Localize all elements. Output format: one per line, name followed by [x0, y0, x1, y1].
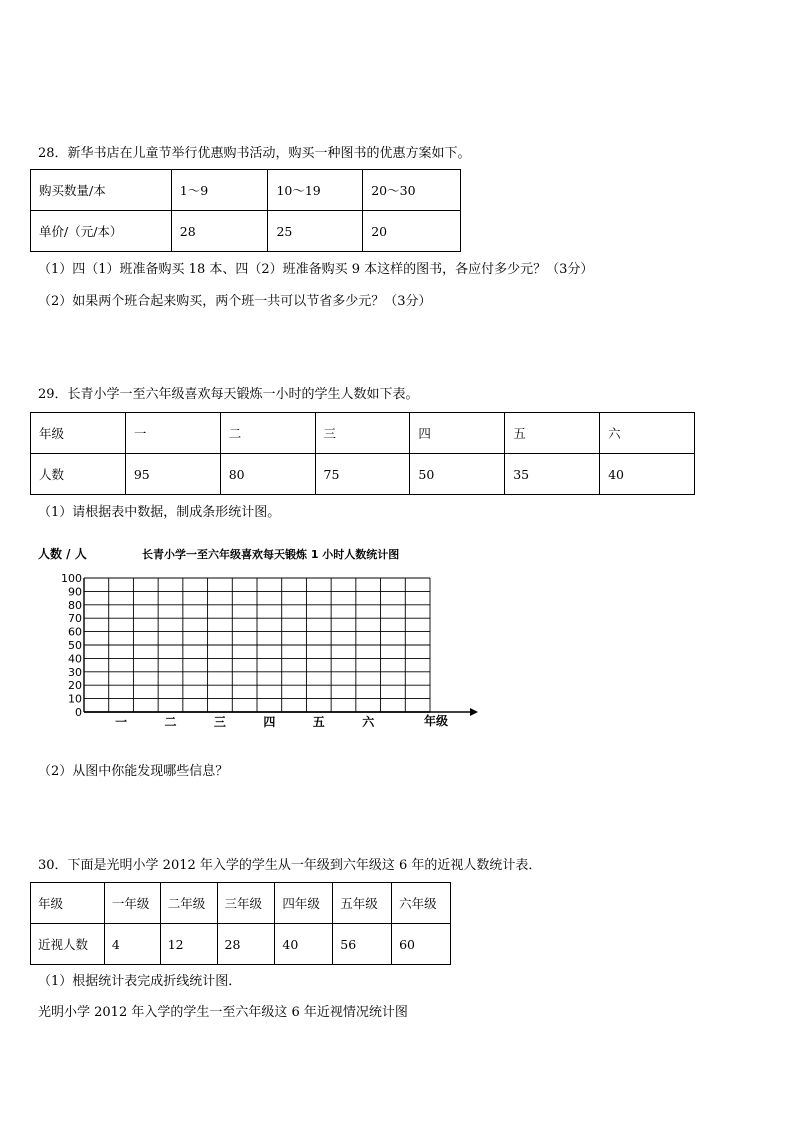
table-cell: 一年级: [104, 883, 160, 924]
q28-table: [30, 169, 461, 252]
table-cell: 三年级: [217, 883, 275, 924]
table-cell: 六年级: [392, 883, 451, 924]
table-cell: 购买数量/本: [31, 170, 172, 211]
q30-title: 30．下面是光明小学 2012 年入学的学生从一年级到六年级这 6 年的近视人数统计表．: [38, 858, 542, 873]
x-tick-label: 五: [312, 715, 325, 729]
y-tick-label: 30: [68, 665, 82, 679]
q30-chart-title: 光明小学 2012 年入学的学生一至六年级这 6 年近视情况统计图: [38, 1005, 408, 1020]
y-tick-label: 70: [68, 612, 82, 626]
table-cell: 五年级: [333, 883, 392, 924]
table-row: [31, 454, 695, 495]
table-cell: 80: [220, 454, 315, 495]
table-cell: 五: [505, 413, 600, 454]
table-cell: 三: [315, 413, 410, 454]
table-cell: 10～19: [268, 170, 363, 211]
table-cell: 1～9: [171, 170, 268, 211]
table-cell: 75: [315, 454, 410, 495]
x-tick-label: 四: [263, 715, 276, 729]
table-cell: 20～30: [363, 170, 461, 211]
table-cell: 35: [505, 454, 600, 495]
table-cell: 25: [268, 211, 363, 252]
y-tick-label: 50: [68, 639, 82, 652]
y-tick-label: 90: [68, 585, 82, 599]
q30-table: [30, 882, 451, 965]
table-cell: 四年级: [275, 883, 333, 924]
table-cell: 二: [220, 413, 315, 454]
y-tick-label: 100: [61, 572, 82, 585]
bar-chart: [38, 540, 488, 735]
table-cell: 二年级: [160, 883, 217, 924]
x-axis-arrow: [470, 708, 478, 716]
q29-table: [30, 412, 695, 495]
table-cell: 4: [104, 924, 160, 965]
table-cell: 人数: [31, 454, 126, 495]
table-cell: 40: [275, 924, 333, 965]
chart-x-ticks: [115, 714, 375, 729]
y-tick-label: 20: [68, 679, 82, 693]
x-tick-label: 三: [213, 715, 226, 729]
table-row: [31, 211, 461, 252]
table-cell: 56: [333, 924, 392, 965]
q28-sub1: （1）四（1）班准备购买 18 本、四（2）班准备购买 9 本这样的图书，各应付多少元？（3分）: [38, 262, 594, 277]
table-row: [31, 170, 461, 211]
table-cell: 单价/（元/本）: [31, 211, 172, 252]
y-tick-label: 40: [68, 652, 82, 666]
q28-title: 28．新华书店在儿童节举行优惠购书活动，购买一种图书的优惠方案如下。: [38, 146, 471, 161]
x-tick-label: 六: [362, 715, 375, 729]
table-cell: 28: [171, 211, 268, 252]
chart-ylabel: 人数 / 人: [38, 547, 87, 561]
table-cell: 近视人数: [31, 924, 105, 965]
table-cell: 40: [600, 454, 695, 495]
table-cell: 六: [600, 413, 695, 454]
chart-grid: [84, 578, 478, 716]
chart-title: 长青小学一至六年级喜欢每天锻炼 1 小时人数统计图: [142, 548, 400, 561]
table-row: [31, 413, 695, 454]
y-tick-label: 60: [68, 625, 82, 639]
table-cell: 20: [363, 211, 461, 252]
table-cell: 年级: [31, 413, 126, 454]
q30-sub1: （1）根据统计表完成折线统计图．: [38, 974, 242, 989]
table-cell: 12: [160, 924, 217, 965]
y-tick-label: 10: [68, 692, 82, 706]
table-cell: 一: [125, 413, 220, 454]
table-cell: 28: [217, 924, 275, 965]
table-row: [31, 883, 451, 924]
q29-sub2: （2）从图中你能发现哪些信息？: [38, 764, 229, 779]
x-tick-label: 一: [115, 715, 128, 729]
x-tick-label: 二: [164, 715, 177, 729]
table-row: [31, 924, 451, 965]
q29-sub1: （1）请根据表中数据，制成条形统计图。: [38, 505, 281, 520]
chart-xlabel: 年级: [424, 714, 449, 728]
table-cell: 年级: [31, 883, 105, 924]
y-tick-label: 0: [75, 706, 82, 719]
table-cell: 60: [392, 924, 451, 965]
q28-sub2: （2）如果两个班合起来购买，两个班一共可以节省多少元？（3分）: [38, 294, 432, 309]
y-tick-label: 80: [68, 598, 82, 612]
table-cell: 95: [125, 454, 220, 495]
table-cell: 四: [410, 413, 505, 454]
q29-title: 29．长青小学一至六年级喜欢每天锻炼一小时的学生人数如下表。: [38, 387, 419, 402]
table-cell: 50: [410, 454, 505, 495]
chart-y-ticks: [61, 572, 82, 719]
